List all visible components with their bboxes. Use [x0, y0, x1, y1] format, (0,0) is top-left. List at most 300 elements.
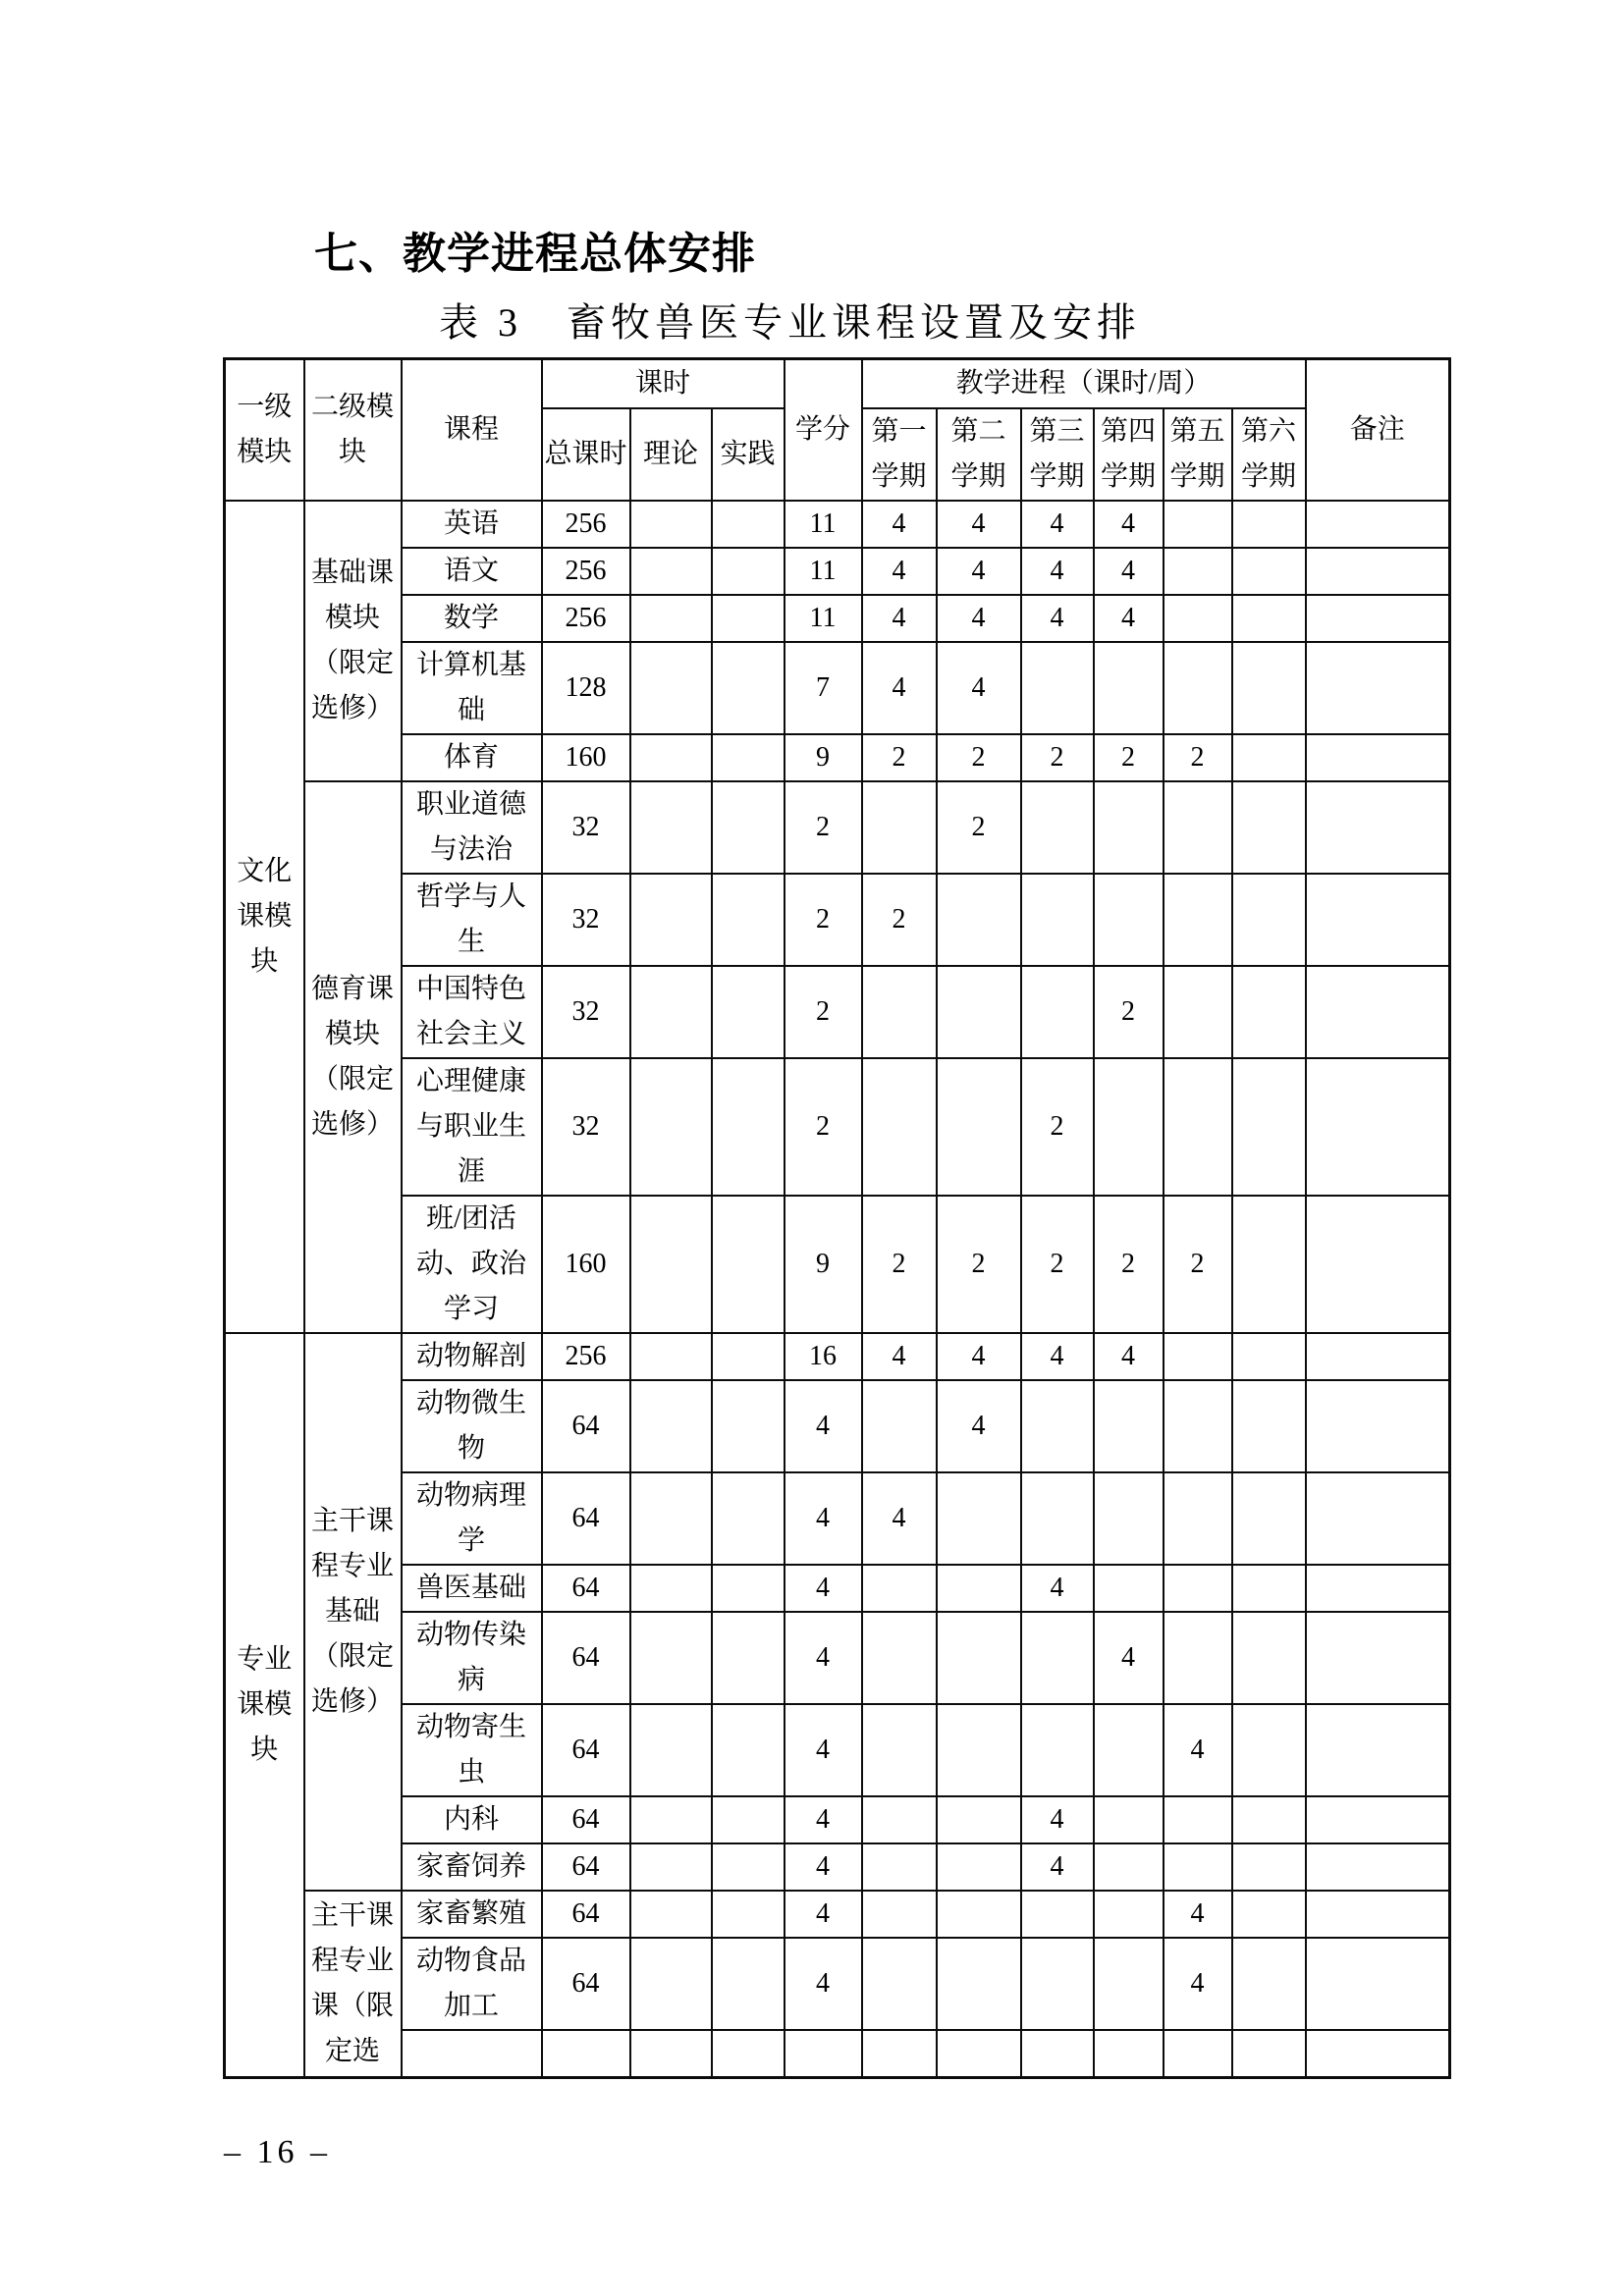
course-name-cell: 动物传染病 — [402, 1612, 542, 1704]
course-name-cell: 动物微生物 — [402, 1380, 542, 1472]
semester-1-hours-cell — [862, 1938, 937, 2030]
total-hours-cell: 64 — [542, 1565, 630, 1612]
total-hours-cell: 64 — [542, 1891, 630, 1938]
header-theory: 理论 — [630, 408, 712, 501]
semester-4-hours-cell — [1094, 874, 1164, 966]
total-hours-cell: 64 — [542, 1938, 630, 2030]
practice-hours-cell — [712, 781, 785, 874]
remarks-cell — [1306, 548, 1450, 595]
remarks-cell — [1306, 1843, 1450, 1891]
semester-3-hours-cell: 4 — [1021, 1333, 1094, 1380]
semester-1-hours-cell: 2 — [862, 1196, 937, 1333]
semester-1-hours-cell: 4 — [862, 642, 937, 734]
semester-4-hours-cell — [1094, 1843, 1164, 1891]
semester-6-hours-cell — [1232, 1612, 1306, 1704]
remarks-cell — [1306, 1891, 1450, 1938]
semester-3-hours-cell — [1021, 1380, 1094, 1472]
course-name-cell: 哲学与人生 — [402, 874, 542, 966]
practice-hours-cell — [712, 642, 785, 734]
semester-5-hours-cell: 4 — [1164, 1891, 1232, 1938]
semester-2-hours-cell: 4 — [937, 1333, 1021, 1380]
practice-hours-cell — [712, 1891, 785, 1938]
remarks-cell — [1306, 734, 1450, 781]
course-name-cell: 动物食品加工 — [402, 1938, 542, 2030]
semester-1-hours-cell: 4 — [862, 1472, 937, 1565]
practice-hours-cell — [712, 874, 785, 966]
semester-2-hours-cell: 2 — [937, 1196, 1021, 1333]
practice-hours-cell — [712, 1472, 785, 1565]
credits-cell: 2 — [785, 966, 862, 1058]
semester-6-hours-cell — [1232, 1472, 1306, 1565]
credits-cell: 4 — [785, 1704, 862, 1796]
total-hours-cell: 160 — [542, 734, 630, 781]
credits-cell: 4 — [785, 1380, 862, 1472]
semester-1-hours-cell — [862, 1704, 937, 1796]
semester-6-hours-cell — [1232, 1843, 1306, 1891]
theory-hours-cell — [630, 1843, 712, 1891]
semester-4-hours-cell — [1094, 1704, 1164, 1796]
credits-cell: 11 — [785, 501, 862, 548]
credits-cell: 9 — [785, 734, 862, 781]
semester-5-hours-cell: 2 — [1164, 734, 1232, 781]
theory-hours-cell — [630, 1196, 712, 1333]
remarks-cell — [1306, 1612, 1450, 1704]
remarks-cell — [1306, 1704, 1450, 1796]
semester-1-hours-cell — [862, 1058, 937, 1196]
total-hours-cell: 256 — [542, 1333, 630, 1380]
semester-6-hours-cell — [1232, 642, 1306, 734]
theory-hours-cell — [630, 1472, 712, 1565]
semester-6-hours-cell — [1232, 1565, 1306, 1612]
credits-cell: 4 — [785, 1565, 862, 1612]
table-row — [225, 1704, 1450, 1796]
semester-1-hours-cell: 4 — [862, 501, 937, 548]
semester-3-hours-cell: 2 — [1021, 1058, 1094, 1196]
semester-3-hours-cell: 2 — [1021, 734, 1094, 781]
semester-2-hours-cell: 2 — [937, 781, 1021, 874]
page-number: – 16 – — [224, 2134, 331, 2170]
semester-3-hours-cell — [1021, 1704, 1094, 1796]
semester-3-hours-cell: 4 — [1021, 548, 1094, 595]
total-hours-cell: 64 — [542, 1472, 630, 1565]
practice-hours-cell — [712, 1565, 785, 1612]
table-row — [225, 548, 1450, 595]
theory-hours-cell — [630, 1704, 712, 1796]
semester-2-hours-cell: 4 — [937, 595, 1021, 642]
semester-3-hours-cell — [1021, 1891, 1094, 1938]
practice-hours-cell — [712, 501, 785, 548]
total-hours-cell: 256 — [542, 501, 630, 548]
semester-2-hours-cell — [937, 1796, 1021, 1843]
course-name-cell: 动物寄生虫 — [402, 1704, 542, 1796]
semester-4-hours-cell — [1094, 781, 1164, 874]
semester-3-hours-cell — [1021, 2030, 1094, 2078]
header-semester-2: 第二学期 — [937, 408, 1021, 501]
semester-3-hours-cell: 4 — [1021, 1796, 1094, 1843]
remarks-cell — [1306, 1938, 1450, 2030]
course-name-cell: 班/团活动、政治学习 — [402, 1196, 542, 1333]
semester-5-hours-cell — [1164, 1843, 1232, 1891]
theory-hours-cell — [630, 734, 712, 781]
semester-2-hours-cell — [937, 966, 1021, 1058]
course-name-cell — [402, 2030, 542, 2078]
semester-4-hours-cell: 4 — [1094, 548, 1164, 595]
total-hours-cell: 256 — [542, 548, 630, 595]
semester-4-hours-cell — [1094, 1891, 1164, 1938]
table-row — [225, 734, 1450, 781]
credits-cell: 2 — [785, 1058, 862, 1196]
semester-1-hours-cell — [862, 2030, 937, 2078]
course-name-cell: 心理健康与职业生涯 — [402, 1058, 542, 1196]
header-semester-1: 第一学期 — [862, 408, 937, 501]
remarks-cell — [1306, 966, 1450, 1058]
semester-6-hours-cell — [1232, 501, 1306, 548]
semester-6-hours-cell — [1232, 595, 1306, 642]
total-hours-cell: 160 — [542, 1196, 630, 1333]
semester-5-hours-cell — [1164, 781, 1232, 874]
semester-6-hours-cell — [1232, 1704, 1306, 1796]
table-row — [225, 1796, 1450, 1843]
remarks-cell — [1306, 1380, 1450, 1472]
credits-cell: 4 — [785, 1938, 862, 2030]
semester-3-hours-cell — [1021, 781, 1094, 874]
semester-6-hours-cell — [1232, 1380, 1306, 1472]
semester-6-hours-cell — [1232, 966, 1306, 1058]
semester-4-hours-cell: 2 — [1094, 734, 1164, 781]
header-progress-group: 教学进程（课时/周） — [862, 359, 1306, 409]
remarks-cell — [1306, 1333, 1450, 1380]
semester-1-hours-cell: 4 — [862, 548, 937, 595]
semester-3-hours-cell: 4 — [1021, 1843, 1094, 1891]
semester-4-hours-cell — [1094, 1938, 1164, 2030]
course-name-cell: 动物解剖 — [402, 1333, 542, 1380]
course-name-cell: 数学 — [402, 595, 542, 642]
header-practice: 实践 — [712, 408, 785, 501]
practice-hours-cell — [712, 1796, 785, 1843]
module1-cell: 专业课模块 — [225, 1333, 304, 2078]
semester-6-hours-cell — [1232, 1058, 1306, 1196]
semester-5-hours-cell — [1164, 501, 1232, 548]
remarks-cell — [1306, 501, 1450, 548]
total-hours-cell: 64 — [542, 1704, 630, 1796]
header-hours-group: 课时 — [542, 359, 785, 409]
semester-3-hours-cell: 2 — [1021, 1196, 1094, 1333]
semester-2-hours-cell — [937, 1843, 1021, 1891]
semester-1-hours-cell — [862, 1891, 937, 1938]
theory-hours-cell — [630, 2030, 712, 2078]
total-hours-cell: 64 — [542, 1380, 630, 1472]
semester-1-hours-cell: 2 — [862, 734, 937, 781]
semester-2-hours-cell — [937, 2030, 1021, 2078]
semester-5-hours-cell — [1164, 966, 1232, 1058]
course-table-body — [225, 501, 1450, 2078]
course-name-cell: 中国特色社会主义 — [402, 966, 542, 1058]
table-row — [225, 781, 1450, 874]
table-row — [225, 1891, 1450, 1938]
practice-hours-cell — [712, 966, 785, 1058]
remarks-cell — [1306, 781, 1450, 874]
credits-cell: 11 — [785, 548, 862, 595]
credits-cell: 2 — [785, 874, 862, 966]
semester-1-hours-cell — [862, 1796, 937, 1843]
semester-1-hours-cell — [862, 781, 937, 874]
semester-6-hours-cell — [1232, 1796, 1306, 1843]
semester-1-hours-cell: 4 — [862, 1333, 937, 1380]
credits-cell: 2 — [785, 781, 862, 874]
practice-hours-cell — [712, 548, 785, 595]
total-hours-cell: 256 — [542, 595, 630, 642]
header-semester-5: 第五学期 — [1164, 408, 1232, 501]
credits-cell: 11 — [785, 595, 862, 642]
module2-cell: 主干课程专业课（限定选 — [304, 1891, 402, 2078]
semester-4-hours-cell — [1094, 1472, 1164, 1565]
total-hours-cell: 64 — [542, 1843, 630, 1891]
table-row — [225, 1843, 1450, 1891]
credits-cell: 4 — [785, 1612, 862, 1704]
course-name-cell: 体育 — [402, 734, 542, 781]
course-name-cell: 内科 — [402, 1796, 542, 1843]
total-hours-cell — [542, 2030, 630, 2078]
theory-hours-cell — [630, 1612, 712, 1704]
course-name-cell: 动物病理学 — [402, 1472, 542, 1565]
header-credits: 学分 — [785, 359, 862, 502]
semester-1-hours-cell: 2 — [862, 874, 937, 966]
theory-hours-cell — [630, 1333, 712, 1380]
table-row — [225, 1380, 1450, 1472]
theory-hours-cell — [630, 1058, 712, 1196]
credits-cell: 4 — [785, 1891, 862, 1938]
semester-3-hours-cell — [1021, 1472, 1094, 1565]
practice-hours-cell — [712, 1196, 785, 1333]
semester-2-hours-cell — [937, 1704, 1021, 1796]
total-hours-cell: 128 — [542, 642, 630, 734]
semester-1-hours-cell — [862, 1380, 937, 1472]
practice-hours-cell — [712, 1058, 785, 1196]
semester-2-hours-cell: 4 — [937, 501, 1021, 548]
course-name-cell: 语文 — [402, 548, 542, 595]
total-hours-cell: 32 — [542, 874, 630, 966]
table-row — [225, 595, 1450, 642]
header-semester-3: 第三学期 — [1021, 408, 1094, 501]
table-row — [225, 1058, 1450, 1196]
semester-4-hours-cell: 4 — [1094, 1333, 1164, 1380]
semester-5-hours-cell — [1164, 2030, 1232, 2078]
credits-cell: 4 — [785, 1472, 862, 1565]
theory-hours-cell — [630, 966, 712, 1058]
semester-2-hours-cell: 4 — [937, 548, 1021, 595]
semester-5-hours-cell: 4 — [1164, 1938, 1232, 2030]
practice-hours-cell — [712, 1938, 785, 2030]
semester-3-hours-cell: 4 — [1021, 1565, 1094, 1612]
table-row — [225, 1333, 1450, 1380]
semester-6-hours-cell — [1232, 1196, 1306, 1333]
semester-3-hours-cell — [1021, 874, 1094, 966]
credits-cell: 4 — [785, 1796, 862, 1843]
table-header — [225, 359, 1450, 502]
semester-2-hours-cell: 4 — [937, 642, 1021, 734]
practice-hours-cell — [712, 1380, 785, 1472]
header-module1: 一级模块 — [225, 359, 304, 502]
semester-4-hours-cell — [1094, 642, 1164, 734]
semester-1-hours-cell: 4 — [862, 595, 937, 642]
module2-cell: 基础课模块（限定选修） — [304, 501, 402, 781]
semester-3-hours-cell: 4 — [1021, 595, 1094, 642]
header-row-1 — [225, 359, 1450, 409]
semester-4-hours-cell — [1094, 1058, 1164, 1196]
table-row — [225, 642, 1450, 734]
semester-4-hours-cell: 4 — [1094, 1612, 1164, 1704]
header-semester-4: 第四学期 — [1094, 408, 1164, 501]
semester-4-hours-cell: 4 — [1094, 595, 1164, 642]
semester-5-hours-cell — [1164, 1380, 1232, 1472]
semester-3-hours-cell — [1021, 966, 1094, 1058]
semester-2-hours-cell — [937, 1472, 1021, 1565]
semester-1-hours-cell — [862, 1565, 937, 1612]
semester-6-hours-cell — [1232, 1333, 1306, 1380]
remarks-cell — [1306, 1058, 1450, 1196]
table-row — [225, 2030, 1450, 2078]
table-caption: 表 3 畜牧兽医专业课程设置及安排 — [439, 300, 1141, 345]
semester-4-hours-cell — [1094, 1565, 1164, 1612]
semester-6-hours-cell — [1232, 874, 1306, 966]
credits-cell: 7 — [785, 642, 862, 734]
semester-5-hours-cell — [1164, 595, 1232, 642]
semester-5-hours-cell — [1164, 1058, 1232, 1196]
theory-hours-cell — [630, 595, 712, 642]
semester-5-hours-cell: 4 — [1164, 1704, 1232, 1796]
total-hours-cell: 32 — [542, 781, 630, 874]
total-hours-cell: 64 — [542, 1612, 630, 1704]
theory-hours-cell — [630, 548, 712, 595]
section-heading: 七、教学进程总体安排 — [314, 230, 756, 278]
theory-hours-cell — [630, 781, 712, 874]
credits-cell: 9 — [785, 1196, 862, 1333]
table-row — [225, 1938, 1450, 2030]
header-total-hours: 总课时 — [542, 408, 630, 501]
theory-hours-cell — [630, 642, 712, 734]
semester-5-hours-cell — [1164, 874, 1232, 966]
theory-hours-cell — [630, 1565, 712, 1612]
course-schedule-table — [223, 357, 1451, 2079]
theory-hours-cell — [630, 501, 712, 548]
semester-6-hours-cell — [1232, 734, 1306, 781]
practice-hours-cell — [712, 1612, 785, 1704]
remarks-cell — [1306, 1565, 1450, 1612]
semester-6-hours-cell — [1232, 548, 1306, 595]
course-name-cell: 家畜繁殖 — [402, 1891, 542, 1938]
semester-3-hours-cell — [1021, 642, 1094, 734]
practice-hours-cell — [712, 595, 785, 642]
remarks-cell — [1306, 874, 1450, 966]
semester-5-hours-cell — [1164, 1796, 1232, 1843]
header-remarks: 备注 — [1306, 359, 1450, 502]
semester-2-hours-cell: 2 — [937, 734, 1021, 781]
table-row — [225, 1612, 1450, 1704]
semester-2-hours-cell — [937, 1612, 1021, 1704]
semester-1-hours-cell — [862, 966, 937, 1058]
semester-2-hours-cell — [937, 1938, 1021, 2030]
total-hours-cell: 64 — [542, 1796, 630, 1843]
table-row — [225, 1565, 1450, 1612]
semester-4-hours-cell: 2 — [1094, 966, 1164, 1058]
semester-4-hours-cell: 2 — [1094, 1196, 1164, 1333]
table-row — [225, 501, 1450, 548]
theory-hours-cell — [630, 1380, 712, 1472]
course-name-cell: 计算机基础 — [402, 642, 542, 734]
semester-4-hours-cell — [1094, 2030, 1164, 2078]
theory-hours-cell — [630, 1891, 712, 1938]
semester-5-hours-cell — [1164, 642, 1232, 734]
semester-6-hours-cell — [1232, 781, 1306, 874]
practice-hours-cell — [712, 2030, 785, 2078]
course-name-cell: 兽医基础 — [402, 1565, 542, 1612]
practice-hours-cell — [712, 734, 785, 781]
credits-cell: 16 — [785, 1333, 862, 1380]
semester-2-hours-cell — [937, 1891, 1021, 1938]
credits-cell — [785, 2030, 862, 2078]
semester-1-hours-cell — [862, 1843, 937, 1891]
total-hours-cell: 32 — [542, 966, 630, 1058]
practice-hours-cell — [712, 1333, 785, 1380]
table-row — [225, 966, 1450, 1058]
semester-5-hours-cell — [1164, 1472, 1232, 1565]
header-module2: 二级模块 — [304, 359, 402, 502]
semester-4-hours-cell — [1094, 1380, 1164, 1472]
remarks-cell — [1306, 1472, 1450, 1565]
course-name-cell: 职业道德与法治 — [402, 781, 542, 874]
semester-3-hours-cell — [1021, 1612, 1094, 1704]
table-row — [225, 1472, 1450, 1565]
module2-cell: 主干课程专业基础（限定选修） — [304, 1333, 402, 1891]
semester-2-hours-cell — [937, 874, 1021, 966]
course-name-cell: 家畜饲养 — [402, 1843, 542, 1891]
course-name-cell: 英语 — [402, 501, 542, 548]
semester-2-hours-cell: 4 — [937, 1380, 1021, 1472]
semester-1-hours-cell — [862, 1612, 937, 1704]
semester-6-hours-cell — [1232, 2030, 1306, 2078]
semester-4-hours-cell — [1094, 1796, 1164, 1843]
module1-cell: 文化课模块 — [225, 501, 304, 1333]
semester-2-hours-cell — [937, 1565, 1021, 1612]
semester-3-hours-cell — [1021, 1938, 1094, 2030]
semester-5-hours-cell — [1164, 1333, 1232, 1380]
table-row — [225, 1196, 1450, 1333]
header-course: 课程 — [402, 359, 542, 502]
theory-hours-cell — [630, 1796, 712, 1843]
module2-cell: 德育课模块（限定选修） — [304, 781, 402, 1333]
remarks-cell — [1306, 642, 1450, 734]
semester-4-hours-cell: 4 — [1094, 501, 1164, 548]
semester-5-hours-cell: 2 — [1164, 1196, 1232, 1333]
practice-hours-cell — [712, 1704, 785, 1796]
practice-hours-cell — [712, 1843, 785, 1891]
header-semester-6: 第六学期 — [1232, 408, 1306, 501]
table-row — [225, 874, 1450, 966]
remarks-cell — [1306, 595, 1450, 642]
semester-2-hours-cell — [937, 1058, 1021, 1196]
remarks-cell — [1306, 2030, 1450, 2078]
total-hours-cell: 32 — [542, 1058, 630, 1196]
semester-5-hours-cell — [1164, 1565, 1232, 1612]
theory-hours-cell — [630, 1938, 712, 2030]
semester-5-hours-cell — [1164, 1612, 1232, 1704]
remarks-cell — [1306, 1796, 1450, 1843]
semester-6-hours-cell — [1232, 1891, 1306, 1938]
semester-3-hours-cell: 4 — [1021, 501, 1094, 548]
semester-6-hours-cell — [1232, 1938, 1306, 2030]
remarks-cell — [1306, 1196, 1450, 1333]
theory-hours-cell — [630, 874, 712, 966]
